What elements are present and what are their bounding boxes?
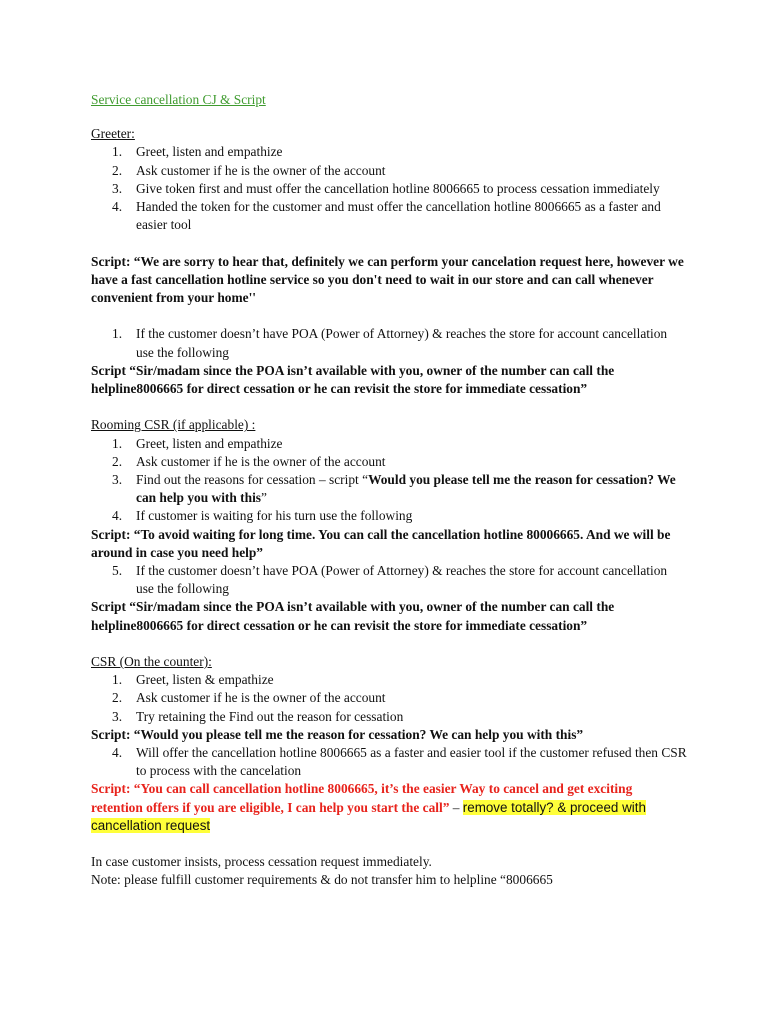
counter-hotline-list	[91, 744, 687, 780]
document-page	[91, 91, 687, 890]
list-item: 3. Find out the reasons for cessation – script “Would you please tell me the reason for cessation? We can help you with this”	[112, 472, 676, 506]
red-script: Script: “You can call cancellation hotline 8006665, it’s the easier Way to cancel and get exciting retention offers if you are eligible, I can help you start the call”	[91, 781, 633, 815]
list-item: 4. Handed the token for the customer and must offer the cancellation hotline 8006665 as a faster and easier tool	[112, 199, 661, 233]
counter-red-script-paragraph	[91, 780, 687, 835]
greeter-list	[91, 143, 687, 234]
counter-list	[91, 671, 687, 726]
list-item: 1. Greet, listen and empathize	[112, 144, 283, 160]
list-item: 2. Ask customer if he is the owner of the account	[112, 690, 386, 706]
list-item: 1. Greet, listen & empathize	[112, 672, 274, 688]
dash: –	[449, 799, 463, 815]
list-item: 3. Give token first and must offer the cancellation hotline 8006665 to process cessation immediately	[112, 180, 660, 196]
counter-heading: CSR (On the counter):	[91, 654, 212, 670]
greeter-heading: Greeter:	[91, 126, 135, 142]
list-item: 2. Ask customer if he is the owner of the account	[112, 162, 386, 178]
rooming-wait-script: Script: “To avoid waiting for long time. You can call the cancellation hotline 80006665. And we will be around in case you need help”	[91, 526, 671, 560]
insist-note: In case customer insists, process cessation request immediately.	[91, 854, 432, 870]
rooming-poa-list	[91, 562, 687, 598]
rooming-heading: Rooming CSR (if applicable) :	[91, 417, 256, 433]
list-item: 2. Ask customer if he is the owner of the account	[112, 453, 386, 469]
counter-reason-script: Script: “Would you please tell me the reason for cessation? We can help you with this”	[91, 726, 584, 742]
rooming-poa-script: Script “Sir/madam since the POA isn’t available with you, owner of the number can call the helpline8006665 for direct cessation or he can revisit the store for immediate cessation”	[91, 599, 615, 633]
rooming-list	[91, 435, 687, 526]
highlighted-comment: remove totally? & proceed with cancellation request	[91, 799, 646, 833]
list-item: 1. Greet, listen and empathize	[112, 435, 283, 451]
list-item: 4. Will offer the cancellation hotline 8006665 as a faster and easier tool if the customer refused then CSR to process with the cancelation	[112, 745, 687, 779]
list-item: 3. Try retaining the Find out the reason for cessation	[112, 708, 404, 724]
list-item: 1. If the customer doesn’t have POA (Power of Attorney) & reaches the store for account cancellation use the following	[112, 326, 668, 360]
list-item: 5. If the customer doesn’t have POA (Power of Attorney) & reaches the store for account cancellation use the following	[112, 563, 668, 597]
list-item: 4. If customer is waiting for his turn use the following	[112, 508, 413, 524]
greeter-script: Script: “We are sorry to hear that, definitely we can perform your cancelation request here, however we have a fast cancellation hotline service so you don't need to wait in our store and can call whenever convenient from your home''	[91, 253, 684, 306]
helpline-note: Note: please fulfill customer requirements & do not transfer him to helpline “8006665	[91, 872, 553, 888]
document-title: Service cancellation CJ & Script	[91, 92, 266, 107]
greeter-poa-list	[91, 325, 687, 361]
greeter-poa-script: Script “Sir/madam since the POA isn’t available with you, owner of the number can call the helpline8006665 for direct cessation or he can revisit the store for immediate cessation”	[91, 362, 615, 397]
